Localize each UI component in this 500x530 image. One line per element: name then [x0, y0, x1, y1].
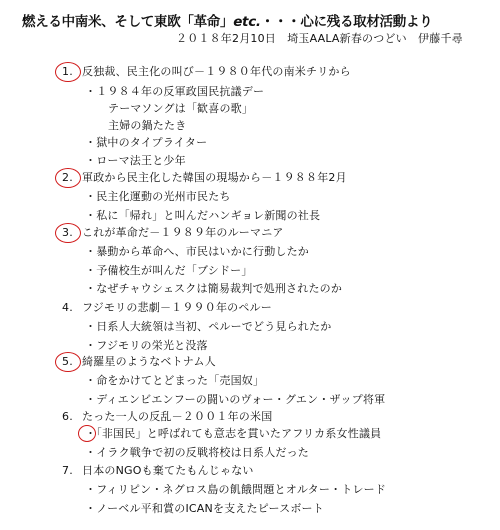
list-item: ・民主化運動の光州市民たち [85, 190, 231, 203]
section-heading [62, 171, 347, 185]
list-item: ・ローマ法王と少年 [85, 154, 186, 167]
section-number: 2. [62, 171, 73, 184]
list-item: テーマソングは「歓喜の歌」 [108, 102, 254, 115]
section-heading-text: 反独裁、民主化の叫び－１９８０年代の南米チリから [82, 65, 351, 78]
list-item: ・私に「帰れ」と叫んだハンギョレ新聞の社長 [85, 209, 321, 222]
section-heading [62, 464, 254, 478]
section-number: 6. [62, 410, 73, 423]
section-heading-text: フジモリの悲劇－１９９０年のペルー [82, 301, 272, 314]
list-item: ・イラク戦争で初の反戦将校は日系人だった [85, 446, 309, 459]
list-item: ・日系人大統領は当初、ペルーでどう見られたか [85, 320, 332, 333]
section-number: 1. [62, 65, 73, 78]
section-number: 7. [62, 464, 73, 477]
section-heading [62, 65, 351, 79]
document-subtitle: ２０１８年2月10日 埼玉AALA新春のつどい 伊藤千尋 [176, 32, 463, 45]
section-number: 5. [62, 355, 73, 368]
list-item: ・フジモリの栄光と没落 [85, 339, 208, 352]
section-heading-text: たった一人の反乱－２００１年の米国 [82, 410, 273, 423]
list-item: ・予備校生が叫んだ「ブシドー」 [85, 264, 253, 277]
list-item: ・「非国民」と呼ばれても意志を貫いたアフリカ系女性議員 [85, 427, 382, 440]
section-heading [62, 410, 272, 424]
section-heading [62, 301, 272, 315]
list-item: ・暴動から革命へ、市民はいかに行動したか [85, 245, 309, 258]
list-item: ・獄中のタイプライター [85, 136, 208, 149]
list-item: ・ノーベル平和賞のICANを支えたピースボート [85, 502, 324, 515]
section-heading-text: 日本のNGOも棄てたもんじゃない [82, 464, 254, 477]
section-heading-text: 綺羅星のようなベトナム人 [82, 355, 216, 368]
section-heading-text: 軍政から民主化した韓国の現場から－１９８８年2月 [82, 171, 347, 184]
list-item: ・フィリピン・ネグロス島の飢餓問題とオルター・トレード [85, 483, 387, 496]
section-heading [62, 226, 284, 240]
list-item: ・命をかけてとどまった「売国奴」 [85, 374, 265, 387]
section-number: 4. [62, 301, 73, 314]
list-item: 主婦の鍋たたき [108, 119, 187, 132]
document-title [22, 10, 432, 30]
title-part-1: 燃える中南米、そして東欧「革命」 [22, 14, 234, 30]
section-heading [62, 355, 216, 369]
section-heading-text: これが革命だ－１９８９年のルーマニア [82, 226, 284, 239]
list-item: ・ディエンビエンフーの闘いのヴォー・グエン・ザップ将軍 [85, 393, 386, 406]
title-etc: etc. [233, 14, 261, 30]
list-item: ・１９８４年の反軍政国民抗議デー [85, 85, 265, 98]
list-item: ・なぜチャウシェスクは簡易裁判で処刑されたのか [85, 282, 343, 295]
section-number: 3. [62, 226, 73, 239]
title-part-2: ・・・心に残る取材活動より [260, 14, 433, 30]
